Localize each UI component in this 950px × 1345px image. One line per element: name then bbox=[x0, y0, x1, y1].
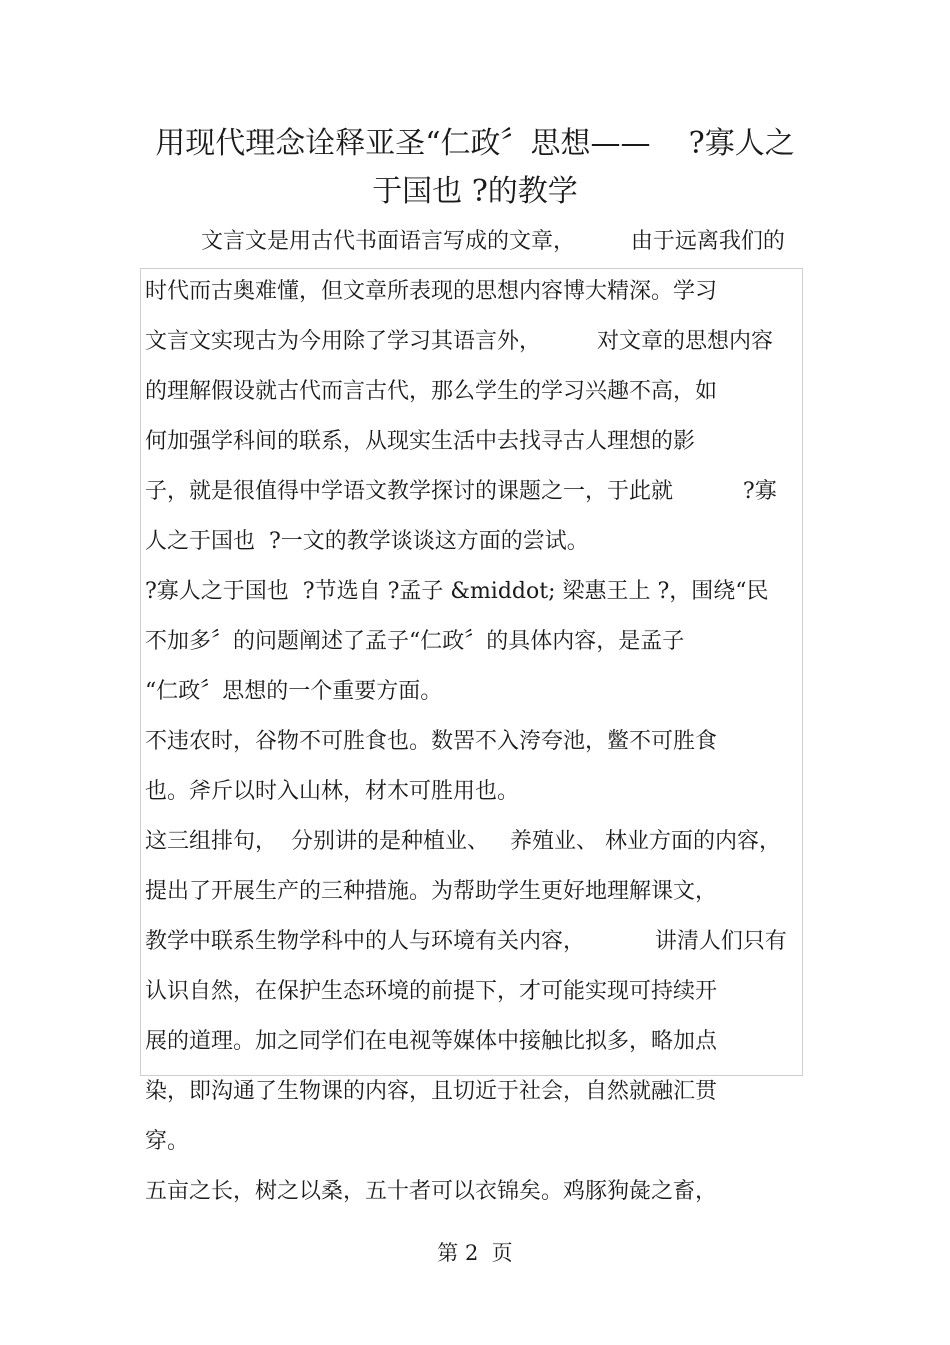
paragraph-line: 子，就是很值得中学语文教学探讨的课题之一，于此就 ?寡 bbox=[145, 479, 777, 504]
paragraph-line: ?寡人之于国也 ?节选自 ?孟子 &middot; 梁惠王上 ?，围绕“民 bbox=[145, 579, 769, 604]
paragraph-line: 何加强学科间的联系，从现实生活中去找寻古人理想的影 bbox=[145, 429, 696, 454]
document-title-line-2: 于国也 ?的教学 bbox=[372, 174, 578, 209]
paragraph-line: 文言文是用古代书面语言写成的文章， 由于远离我们的 bbox=[145, 229, 785, 254]
paragraph-line: 穿。 bbox=[145, 1129, 190, 1154]
paragraph-line: 不加多〞的问题阐述了孟子“仁政〞的具体内容，是孟子 bbox=[145, 629, 685, 654]
paragraph-line: 提出了开展生产的三种措施。为帮助学生更好地理解课文， bbox=[145, 879, 718, 904]
page-number: 第 2 页 bbox=[437, 1241, 513, 1265]
document-title-line-1: 用现代理念诠释亚圣“仁政〞思想—— ?寡人之 bbox=[155, 126, 795, 161]
paragraph-line: 也。斧斤以时入山林，材木可胜用也。 bbox=[145, 779, 520, 804]
paragraph-line: 时代而古奥难懂，但文章所表现的思想内容博大精深。学习 bbox=[145, 279, 718, 304]
paragraph-line: 人之于国也 ?一文的教学谈谈这方面的尝试。 bbox=[145, 529, 589, 554]
paragraph-line: 文言文实现古为今用除了学习其语言外， 对文章的思想内容 bbox=[145, 329, 773, 354]
paragraph-line: 认识自然，在保护生态环境的前提下，才可能实现可持续开 bbox=[145, 979, 718, 1004]
paragraph-line: 染，即沟通了生物课的内容，且切近于社会，自然就融汇贯 bbox=[145, 1079, 718, 1104]
paragraph-line: 这三组排句， 分别讲的是种植业、 养殖业、 林业方面的内容， bbox=[145, 829, 781, 854]
paragraph-line: 教学中联系生物学科中的人与环境有关内容， 讲清人们只有 bbox=[145, 929, 787, 954]
paragraph-line: 五亩之长，树之以桑，五十者可以衣锦矣。鸡豚狗彘之畜， bbox=[145, 1179, 718, 1204]
paragraph-line: 不违农时，谷物不可胜食也。数罟不入洿夸池，鳖不可胜食 bbox=[145, 729, 718, 754]
paragraph-line: “仁政〞思想的一个重要方面。 bbox=[145, 679, 443, 704]
paragraph-line: 的理解假设就古代而言古代，那么学生的学习兴趣不高，如 bbox=[145, 379, 718, 404]
paragraph-line: 展的道理。加之同学们在电视等媒体中接触比拟多，略加点 bbox=[145, 1029, 718, 1054]
